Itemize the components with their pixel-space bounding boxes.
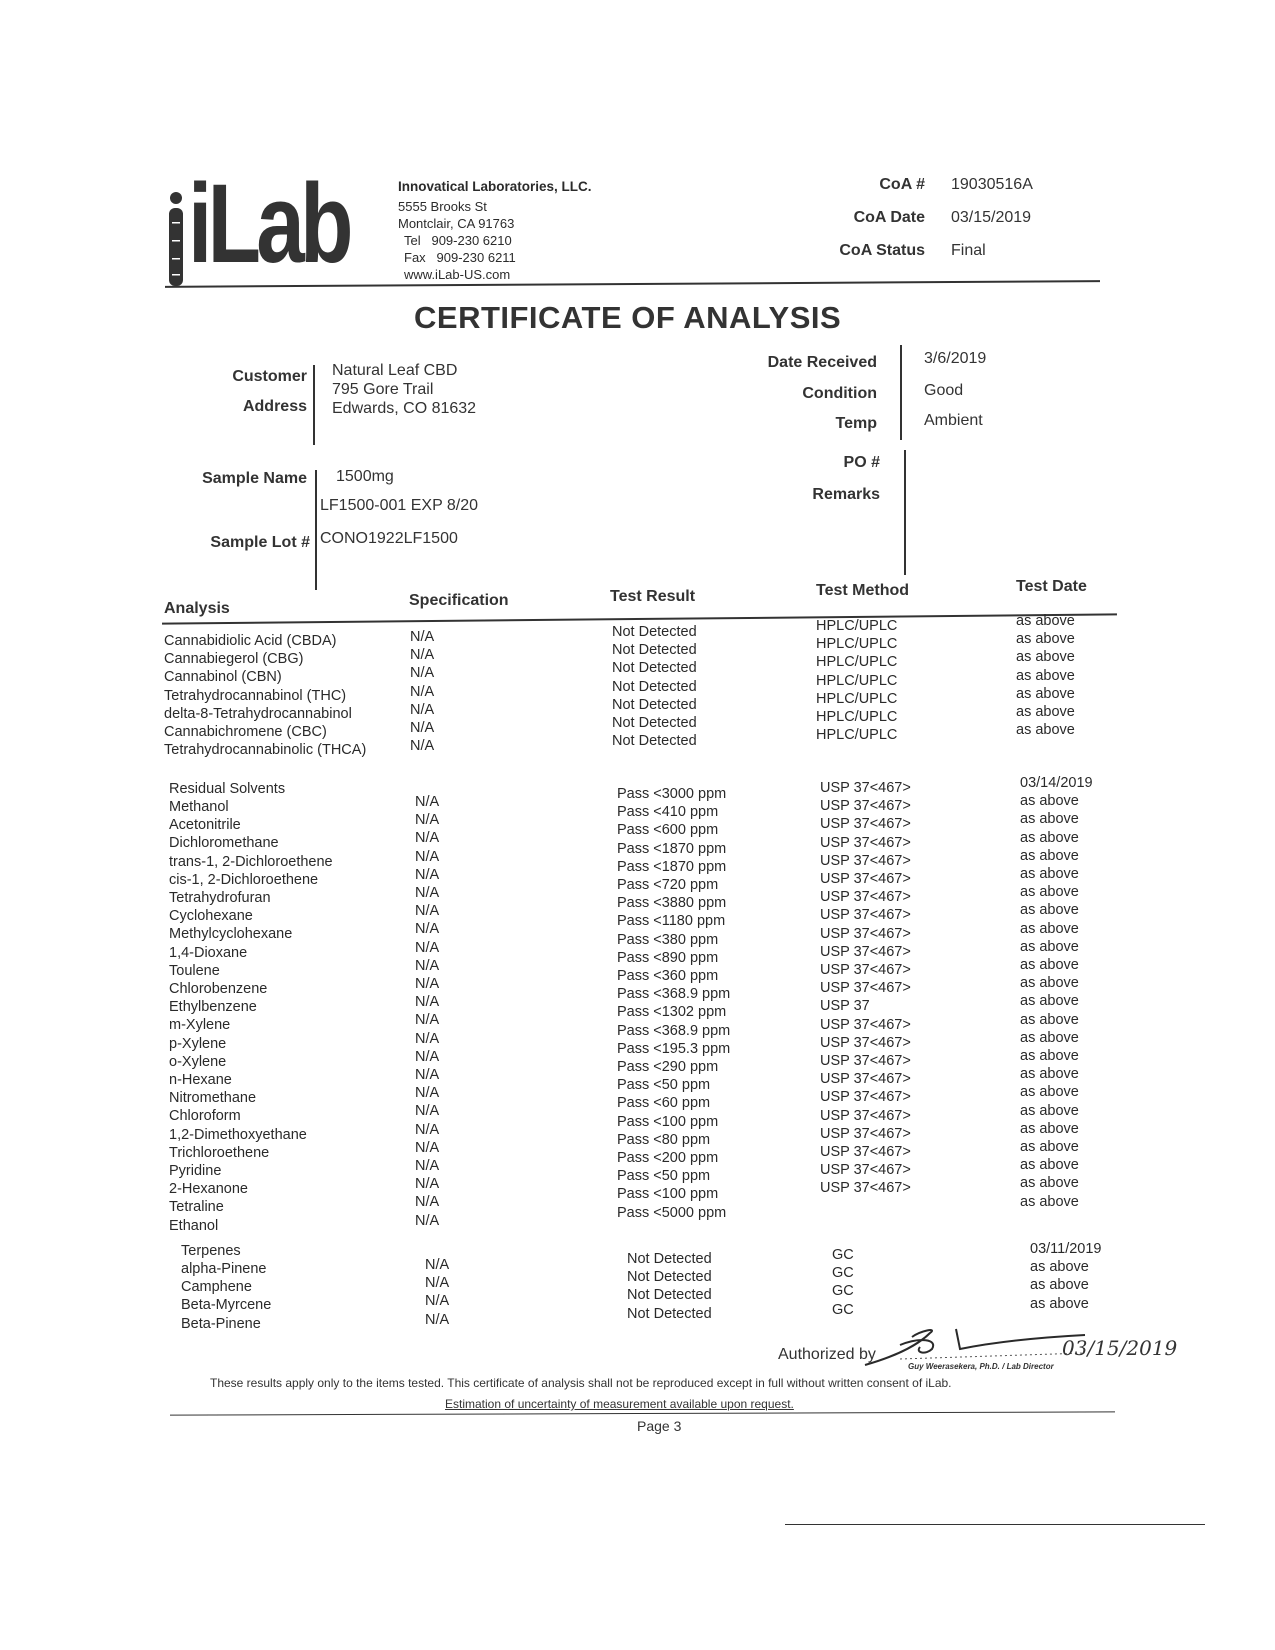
coa-status-row (820, 234, 1033, 267)
analysis-cell: Nitromethane (169, 1090, 257, 1107)
specification-cell: N/A (415, 1176, 440, 1193)
company-website[interactable]: www.iLab-US.com (404, 267, 511, 282)
test-method-cell: USP 37<467> (820, 1071, 911, 1088)
specification-cell: N/A (415, 1030, 440, 1047)
test-date-cell: as above (1020, 975, 1079, 992)
test-date-cell: as above (1020, 1120, 1079, 1137)
analysis-cell: 1,2-Dimethoxyethane (169, 1126, 307, 1143)
test-date-cell: as above (1016, 667, 1075, 684)
test-result-cell: Not Detected (627, 1287, 712, 1304)
test-method-cell: USP 37<467> (820, 943, 911, 960)
coa-date-row (820, 201, 1033, 234)
test-result-cell: Pass <60 ppm (617, 1095, 711, 1112)
specification-cell: N/A (415, 1139, 440, 1156)
authorized-by-label: Authorized by (778, 1346, 876, 1363)
test-date-cell: as above (1016, 631, 1075, 648)
test-result-cell: Not Detected (612, 678, 697, 695)
test-method-cell: HPLC/UPLC (816, 709, 898, 726)
test-date-cell: as above (1030, 1259, 1089, 1276)
test-result-cell: Pass <195.3 ppm (617, 1040, 731, 1057)
test-tube-icon (168, 192, 184, 287)
test-method-cell: USP 37<467> (820, 962, 911, 979)
terpenes-date-col (1030, 1240, 1102, 1313)
cannabinoids-result-col (612, 623, 697, 750)
company-name: Innovatical Laboratories, LLC. (398, 179, 592, 194)
test-method-cell: GC (832, 1265, 854, 1282)
cannabinoids-spec-col (410, 628, 434, 755)
test-method-cell: USP 37<467> (820, 798, 911, 815)
analysis-cell: delta-8-Tetrahydrocannabinol (164, 705, 352, 722)
test-result-cell: Not Detected (612, 642, 697, 659)
analysis-cell: Chlorobenzene (169, 981, 268, 998)
sample-name-label: Sample Name (202, 470, 307, 487)
condition-label: Condition (802, 385, 877, 402)
analysis-cell: Cannabiegerol (CBG) (164, 651, 304, 668)
analysis-cell: o-Xylene (169, 1053, 227, 1070)
test-result-cell: Not Detected (627, 1305, 712, 1322)
header-specification: Specification (409, 592, 509, 609)
analysis-cell: Toulene (169, 962, 220, 979)
date-received: 3/6/2019 (924, 350, 987, 367)
analysis-cell: 1,4-Dioxane (169, 944, 248, 961)
temp-label: Temp (835, 415, 877, 432)
test-result-cell: Pass <290 ppm (617, 1059, 719, 1076)
test-date-cell: as above (1016, 722, 1075, 739)
solvents-spec-col (415, 793, 439, 1230)
company-street: 5555 Brooks St (398, 199, 487, 214)
coa-status-label: CoA Status (839, 241, 925, 259)
analysis-cell: m-Xylene (169, 1017, 231, 1034)
test-date-cell: as above (1020, 1139, 1079, 1156)
test-date-cell: as above (1020, 902, 1079, 919)
test-result-cell: Pass <3880 ppm (617, 895, 727, 912)
bottom-divider (785, 1524, 1205, 1525)
analysis-cell: Chloroform (169, 1108, 241, 1125)
sample-divider (315, 470, 317, 590)
test-result-cell: Not Detected (612, 715, 697, 732)
po-number-label: PO # (843, 454, 880, 471)
test-method-cell: USP 37<467> (820, 816, 911, 833)
test-date-cell: as above (1020, 884, 1079, 901)
specification-cell: N/A (415, 866, 440, 883)
specification-cell: N/A (425, 1257, 450, 1273)
test-date-cell: as above (1020, 847, 1079, 864)
customer-label: Customer (232, 368, 307, 385)
specification-cell: N/A (415, 848, 440, 865)
specification-cell: N/A (415, 976, 440, 993)
test-method-cell: USP 37<467> (820, 1125, 911, 1142)
terpenes-heading: Terpenes (181, 1243, 241, 1259)
analysis-cell: Methylcyclohexane (169, 926, 293, 943)
test-method-cell: USP 37<467> (820, 871, 911, 888)
test-date-cell: as above (1020, 829, 1079, 846)
test-method-cell: HPLC/UPLC (816, 618, 898, 634)
test-date-cell: as above (1030, 1277, 1089, 1294)
specification-cell: N/A (415, 1067, 440, 1084)
test-method-cell: USP 37<467> (820, 1016, 911, 1033)
specification-cell: N/A (410, 738, 435, 755)
test-method-cell: GC (832, 1283, 854, 1300)
test-date-cell: 03/11/2019 (1030, 1241, 1102, 1257)
test-method-cell: USP 37<467> (820, 1089, 911, 1106)
specification-cell: N/A (415, 830, 440, 847)
footer-divider (170, 1411, 1115, 1415)
test-method-cell: USP 37<467> (820, 780, 911, 796)
document-title: CERTIFICATE OF ANALYSIS (414, 300, 842, 335)
test-method-cell: USP 37<467> (820, 1107, 911, 1124)
page-number: Page 3 (637, 1418, 682, 1434)
test-result-cell: Pass <368.9 ppm (617, 986, 731, 1003)
test-result-cell: Pass <720 ppm (617, 877, 719, 894)
analysis-cell: Ethylbenzene (169, 999, 257, 1016)
test-method-cell: HPLC/UPLC (816, 690, 898, 707)
test-date-cell: as above (1030, 1295, 1089, 1312)
specification-cell: N/A (410, 629, 435, 645)
analysis-cell: Tetrahydrocannabinol (THC) (164, 687, 347, 704)
test-method-cell: USP 37<467> (820, 889, 911, 906)
test-method-cell: USP 37<467> (820, 1144, 911, 1161)
test-date-cell: as above (1020, 920, 1079, 937)
tel-label: Tel (404, 233, 421, 248)
test-method-cell: USP 37<467> (820, 980, 911, 997)
header-test-result: Test Result (610, 588, 696, 605)
analysis-cell: Beta-Myrcene (181, 1297, 272, 1314)
analysis-cell: Pyridine (169, 1163, 222, 1180)
solvents-analysis-col (169, 798, 333, 1235)
analysis-cell: Tetrahydrofuran (169, 890, 271, 907)
analysis-cell: Methanol (169, 799, 229, 815)
specification-cell: N/A (415, 1085, 440, 1102)
signer-name: Guy Weerasekera, Ph.D. / Lab Director (908, 1362, 1054, 1371)
temp: Ambient (924, 412, 983, 429)
terpenes-method-col (832, 1246, 854, 1319)
company-city: Montclair, CA 91763 (398, 216, 515, 231)
analysis-cell: Trichloroethene (169, 1144, 270, 1161)
specification-cell: N/A (415, 1103, 440, 1120)
test-date-cell: as above (1020, 1102, 1079, 1119)
analysis-cell: Tetrahydrocannabinolic (THCA) (164, 742, 367, 759)
coa-number-label: CoA # (879, 175, 925, 193)
company-info (398, 178, 592, 283)
analysis-cell: Dichloromethane (169, 835, 279, 852)
fax-value: 909-230 6211 (436, 250, 516, 265)
test-method-cell: USP 37<467> (820, 925, 911, 942)
cannabinoids-analysis-col (164, 632, 366, 759)
analysis-cell: trans-1, 2-Dichloroethene (169, 853, 333, 870)
test-date-cell: as above (1020, 866, 1079, 883)
coa-status: Final (951, 241, 986, 259)
cannabinoids-method-col (816, 617, 897, 744)
test-method-cell: USP 37<467> (820, 1034, 911, 1051)
test-result-cell: Pass <1180 ppm (617, 913, 726, 930)
specification-cell: N/A (410, 683, 435, 700)
coa-date: 03/15/2019 (951, 208, 1032, 226)
test-method-cell: GC (832, 1301, 854, 1318)
sample-name: 1500mg (336, 468, 394, 485)
sample-lot-label: Sample Lot # (210, 534, 310, 551)
test-result-cell: Pass <1870 ppm (617, 840, 727, 857)
customer-address-line1: 795 Gore Trail (332, 381, 434, 398)
test-method-cell: USP 37<467> (820, 1053, 911, 1070)
terpenes-analysis-col (181, 1260, 271, 1333)
specification-cell: N/A (410, 720, 435, 737)
test-result-cell: Pass <360 ppm (617, 968, 719, 985)
test-result-cell: Pass <200 ppm (617, 1150, 719, 1167)
specification-cell: N/A (415, 794, 440, 810)
condition: Good (924, 382, 964, 399)
remarks-label: Remarks (812, 486, 880, 503)
test-result-cell: Pass <5000 ppm (617, 1204, 727, 1221)
address-label: Address (242, 398, 307, 415)
test-result-cell: Not Detected (627, 1251, 712, 1267)
specification-cell: N/A (425, 1311, 450, 1328)
analysis-cell: Cyclohexane (169, 908, 253, 925)
test-date-cell: as above (1020, 957, 1079, 974)
uncertainty-note: Estimation of uncertainty of measurement available upon request. (445, 1397, 794, 1411)
test-date-cell: as above (1016, 685, 1075, 702)
remarks-divider (904, 450, 906, 575)
test-result-cell: Not Detected (627, 1269, 712, 1286)
specification-cell: N/A (415, 1048, 440, 1065)
test-date-cell: as above (1020, 1193, 1079, 1210)
specification-cell: N/A (415, 1194, 440, 1211)
receipt-divider (900, 345, 902, 440)
test-date-cell: as above (1016, 704, 1075, 721)
sample-lot: CONO1922LF1500 (320, 530, 458, 547)
test-result-cell: Pass <890 ppm (617, 949, 719, 966)
test-method-cell: HPLC/UPLC (816, 727, 898, 744)
analysis-cell: cis-1, 2-Dichloroethene (169, 871, 319, 888)
test-result-cell: Not Detected (612, 660, 697, 677)
test-method-cell: USP 37<467> (820, 852, 911, 869)
test-result-cell: Pass <1302 ppm (617, 1004, 727, 1021)
test-method-cell: HPLC/UPLC (816, 672, 898, 689)
specification-cell: N/A (415, 1158, 440, 1175)
specification-cell: N/A (410, 665, 435, 682)
analysis-cell: Tetraline (169, 1199, 224, 1216)
test-date-cell: as above (1016, 613, 1075, 629)
disclaimer: These results apply only to the items tested. This certificate of analysis shall not be reproduced except in full without written consent of iLab. (210, 1376, 952, 1390)
header-test-method: Test Method (816, 582, 910, 599)
test-date-cell: as above (1020, 1175, 1079, 1192)
test-result-cell: Pass <368.9 ppm (617, 1022, 731, 1039)
analysis-cell: Acetonitrile (169, 817, 241, 834)
test-method-cell: USP 37<467> (820, 834, 911, 851)
analysis-cell: alpha-Pinene (181, 1261, 267, 1277)
test-method-cell: HPLC/UPLC (816, 636, 898, 653)
solvents-heading: Residual Solvents (169, 781, 286, 797)
customer-divider (313, 365, 315, 445)
analysis-cell: Cannabichromene (CBC) (164, 724, 327, 741)
test-date-cell: as above (1020, 938, 1079, 955)
fax-label: Fax (404, 250, 426, 265)
ilab-logo (168, 161, 368, 287)
test-date-cell: as above (1020, 1084, 1079, 1101)
test-result-cell: Pass <600 ppm (617, 822, 719, 839)
test-date-cell: as above (1020, 1011, 1079, 1028)
test-date-cell: as above (1020, 811, 1079, 828)
specification-cell: N/A (410, 647, 435, 664)
test-result-cell: Pass <100 ppm (617, 1113, 719, 1130)
test-result-cell: Not Detected (612, 624, 697, 640)
analysis-cell: n-Hexane (169, 1072, 232, 1089)
test-date-cell: as above (1020, 1029, 1079, 1046)
test-date-cell: as above (1020, 793, 1079, 810)
analysis-cell: p-Xylene (169, 1035, 227, 1052)
terpenes-result-col (627, 1250, 712, 1323)
test-method-cell: USP 37 (820, 998, 870, 1015)
test-result-cell: Pass <410 ppm (617, 804, 719, 821)
specification-cell: N/A (425, 1275, 450, 1292)
solvents-result-col (617, 785, 730, 1222)
coa-info (820, 168, 1033, 267)
specification-cell: N/A (415, 885, 440, 902)
specification-cell: N/A (415, 1012, 440, 1029)
analysis-cell: Camphene (181, 1279, 252, 1296)
solvents-method-col (820, 779, 911, 1198)
test-method-cell: USP 37<467> (820, 1162, 911, 1179)
test-date-cell: 03/14/2019 (1020, 775, 1093, 791)
test-result-cell: Pass <1870 ppm (617, 858, 727, 875)
test-result-cell: Not Detected (612, 696, 697, 713)
test-method-cell: USP 37<467> (820, 1180, 911, 1197)
test-date-cell: as above (1020, 1066, 1079, 1083)
analysis-cell: Cannabinol (CBN) (164, 669, 282, 686)
coa-date-label: CoA Date (853, 208, 925, 226)
specification-cell: N/A (425, 1293, 450, 1310)
cannabinoids-date-col (1016, 612, 1075, 739)
coa-number: 19030516A (951, 175, 1033, 193)
terpenes-spec-col (425, 1256, 449, 1329)
analysis-cell: 2-Hexanone (169, 1181, 248, 1198)
solvents-date-col (1020, 774, 1093, 1211)
test-date-cell: as above (1020, 1157, 1079, 1174)
test-date-cell: as above (1020, 993, 1079, 1010)
date-received-label: Date Received (767, 354, 877, 371)
company-tel (398, 232, 592, 249)
test-result-cell: Pass <100 ppm (617, 1186, 719, 1203)
header-analysis: Analysis (164, 600, 230, 617)
test-date-cell: as above (1020, 1048, 1079, 1065)
test-result-cell: Pass <50 ppm (617, 1168, 711, 1185)
company-fax (398, 249, 592, 266)
test-result-cell: Not Detected (612, 733, 697, 750)
analysis-cell: Cannabidiolic Acid (CBDA) (164, 633, 337, 649)
test-result-cell: Pass <80 ppm (617, 1131, 711, 1148)
test-method-cell: GC (832, 1247, 854, 1263)
specification-cell: N/A (410, 701, 435, 718)
signature-date: 03/15/2019 (1062, 1336, 1178, 1360)
specification-cell: N/A (415, 812, 440, 829)
logo-wordmark: iLab (188, 161, 349, 286)
test-date-cell: as above (1016, 649, 1075, 666)
header-test-date: Test Date (1016, 578, 1087, 595)
analysis-cell: Ethanol (169, 1217, 219, 1234)
test-result-cell: Pass <3000 ppm (617, 786, 727, 802)
specification-cell: N/A (415, 903, 440, 920)
customer-address-line2: Edwards, CO 81632 (332, 400, 477, 417)
test-result-cell: Pass <380 ppm (617, 931, 719, 948)
specification-cell: N/A (415, 1121, 440, 1138)
coa-number-row (820, 168, 1033, 201)
test-method-cell: HPLC/UPLC (816, 654, 898, 671)
specification-cell: N/A (415, 921, 440, 938)
test-result-cell: Pass <50 ppm (617, 1077, 711, 1094)
tel-value: 909-230 6210 (431, 233, 512, 248)
analysis-cell: Beta-Pinene (181, 1315, 261, 1332)
sample-name-line2: LF1500-001 EXP 8/20 (320, 497, 479, 514)
customer-name: Natural Leaf CBD (332, 362, 458, 379)
test-method-cell: USP 37<467> (820, 907, 911, 924)
specification-cell: N/A (415, 957, 440, 974)
specification-cell: N/A (415, 1212, 440, 1229)
specification-cell: N/A (415, 994, 440, 1011)
specification-cell: N/A (415, 939, 440, 956)
